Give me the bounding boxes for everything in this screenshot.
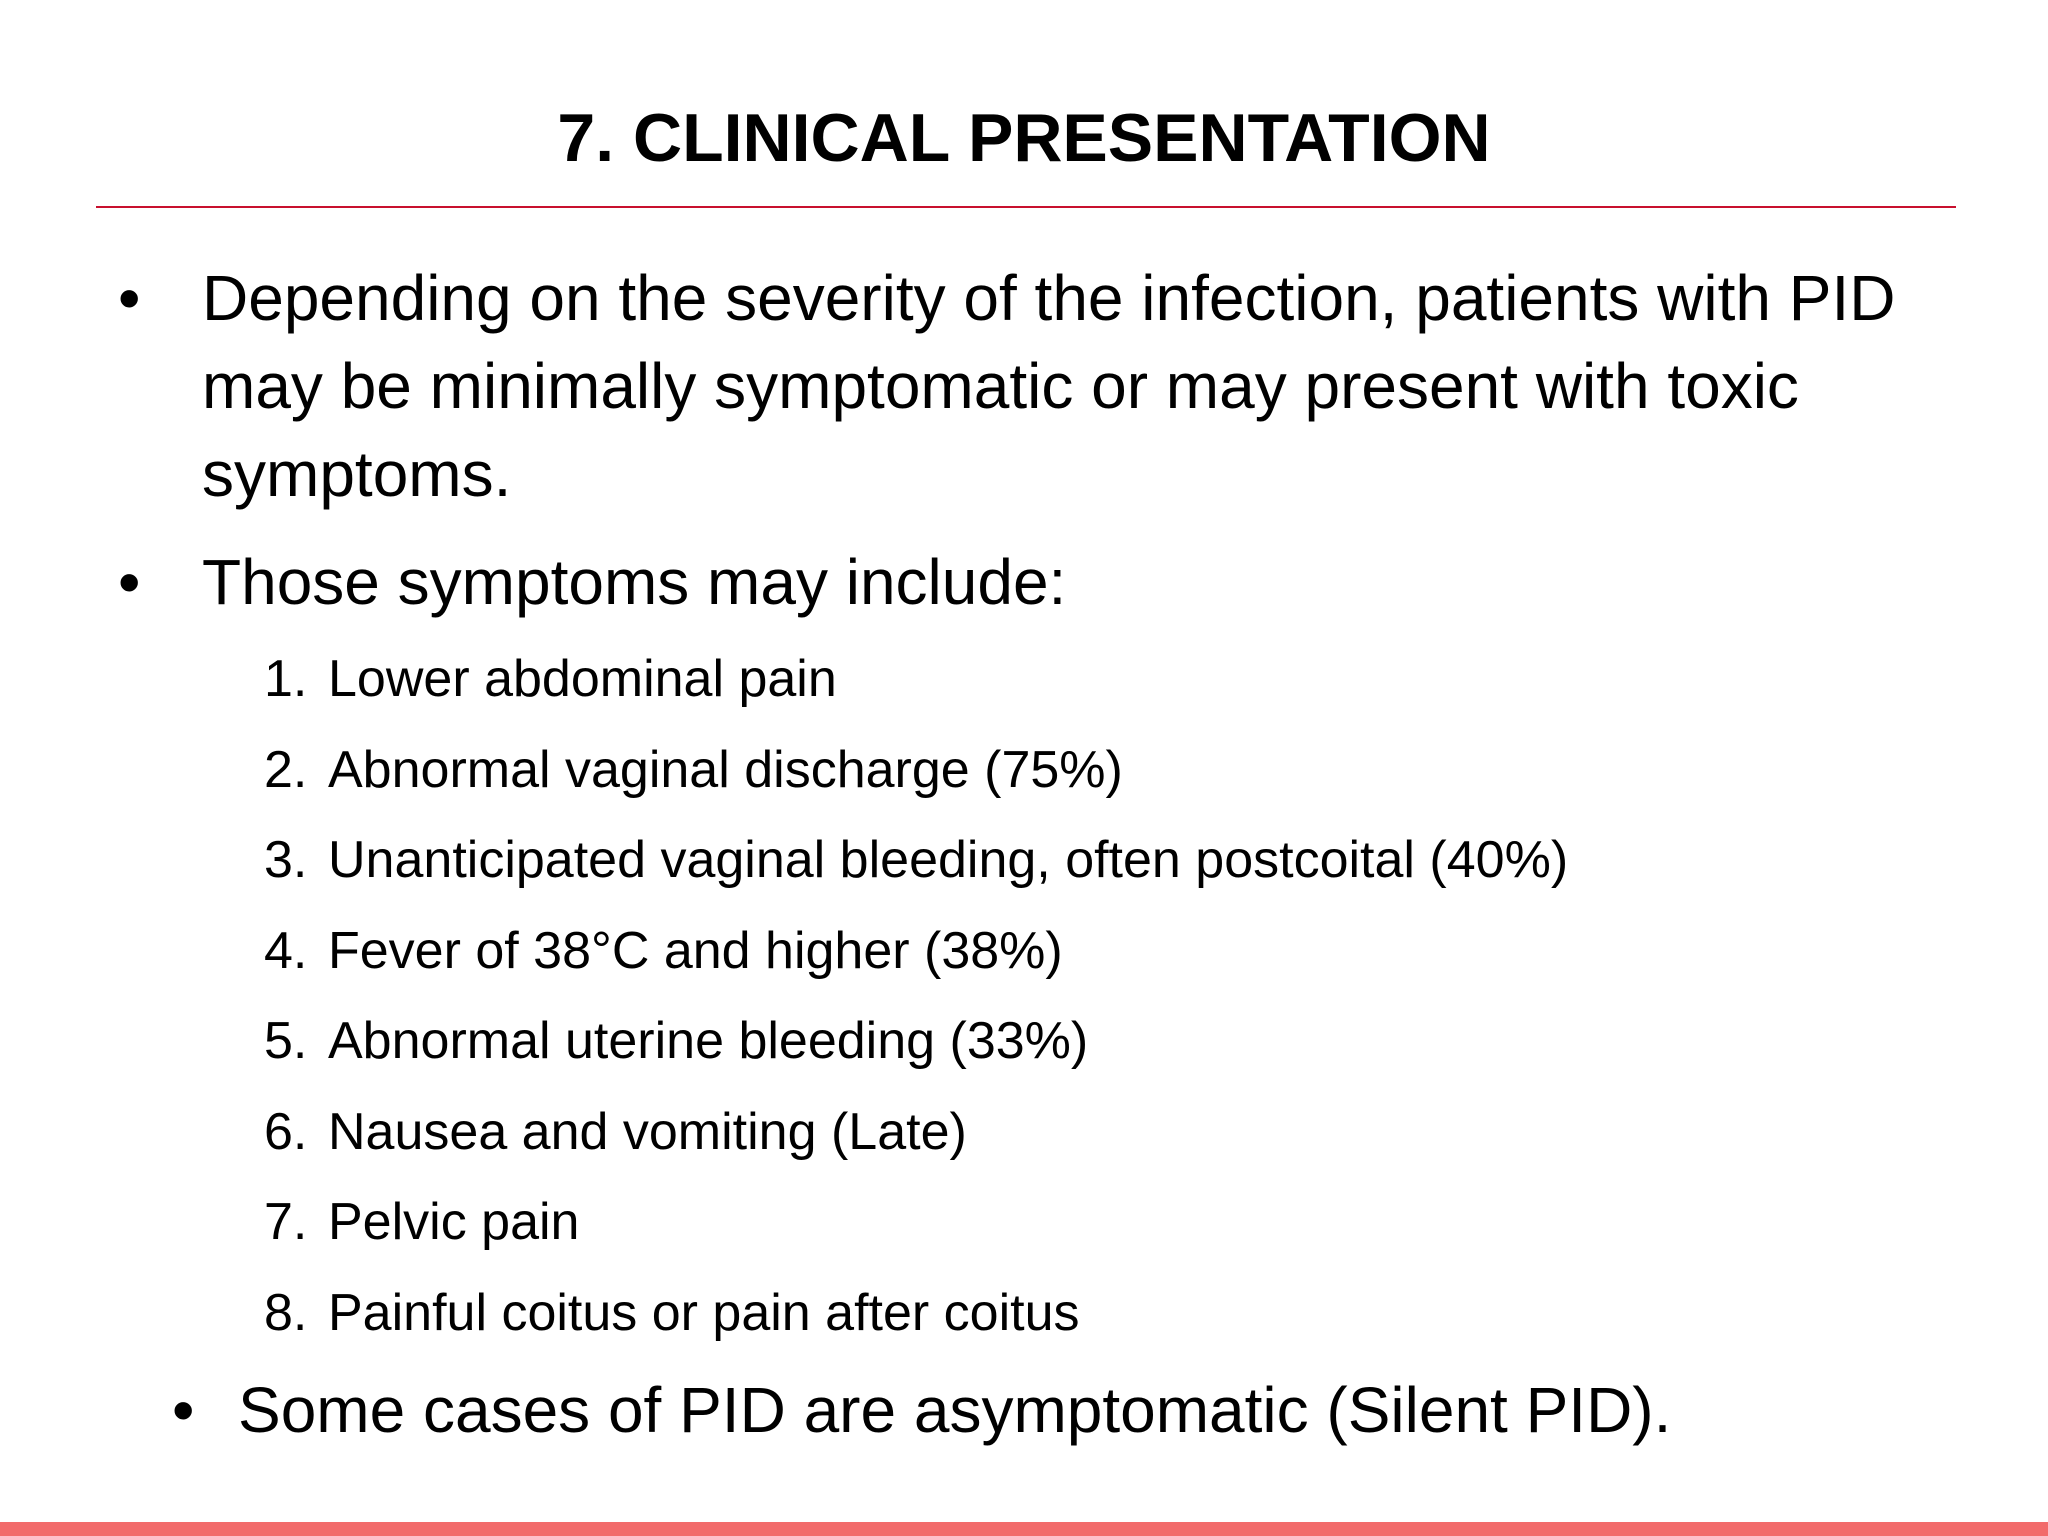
bullet-marker: • [118,546,141,618]
bullet-text: Some cases of PID are asymptomatic (Silent PID). [238,1374,1672,1446]
list-number: 4. [264,921,308,980]
list-item [264,634,1964,725]
list-text: Unanticipated vaginal bleeding, often postcoital (40%) [328,831,1569,889]
list-number: 1. [264,650,308,708]
symptom-list [264,634,1964,1358]
list-number: 5. [264,1012,308,1070]
list-number: 8. [264,1283,308,1342]
list-text: Painful coitus or pain after coitus [328,1283,1080,1342]
list-item [264,906,1964,997]
bullet-text: Depending on the severity of the infection, patients with PID may be minimally symptomatic or may present with toxic symptoms. [202,262,1896,510]
bullet-marker: • [172,1374,195,1446]
list-item [264,1177,1964,1268]
list-item [264,1268,1964,1359]
list-text: Abnormal uterine bleeding (33%) [328,1012,1089,1070]
bullet-text: Those symptoms may include: [202,546,1067,618]
bullet-marker: • [118,262,141,334]
slide-title: 7. CLINICAL PRESENTATION [557,100,1491,176]
list-number: 6. [264,1102,308,1161]
list-number: 7. [264,1193,308,1251]
bottom-accent-bar [0,1522,2048,1536]
list-number: 3. [264,831,308,889]
bullet-severity [118,254,1918,518]
bullet-silent-pid [172,1366,1972,1454]
list-number: 2. [264,740,308,799]
title-divider [96,206,1956,208]
list-text: Abnormal vaginal discharge (75%) [328,740,1123,799]
list-item [264,996,1964,1087]
list-text: Fever of 38°C and higher (38%) [328,921,1063,980]
list-text: Nausea and vomiting (Late) [328,1102,967,1161]
list-item [264,1087,1964,1178]
list-text: Pelvic pain [328,1193,580,1251]
list-text: Lower abdominal pain [328,650,837,708]
list-item [264,815,1964,906]
bullet-symptoms-intro [118,538,1918,626]
list-item [264,725,1964,816]
